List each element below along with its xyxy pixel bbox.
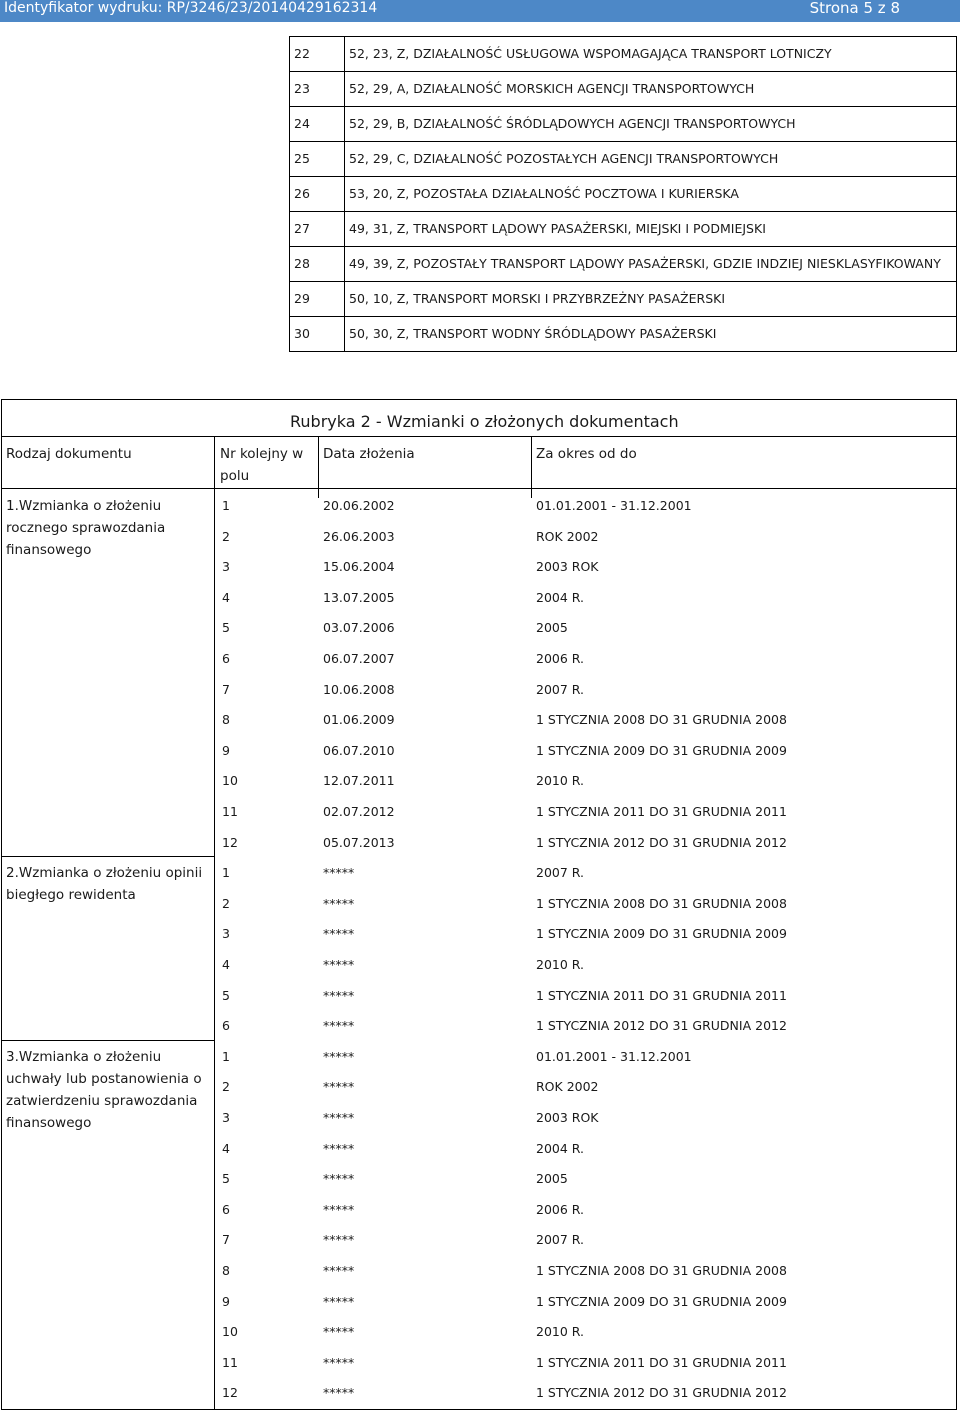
document-row <box>218 981 818 1011</box>
filing-date: ***** <box>323 1171 355 1187</box>
reporting-period: 1 STYCZNIA 2012 DO 31 GRUDNIA 2012 <box>536 1385 787 1401</box>
filing-date: ***** <box>323 987 355 1003</box>
row-number: 11 <box>222 804 238 819</box>
row-number: 1 <box>222 865 230 881</box>
activity-description: 49, 31, Z, TRANSPORT LĄDOWY PASAŻERSKI, MIEJSKI I PODMIEJSKI <box>345 212 957 247</box>
row-number: 12 <box>222 834 238 850</box>
document-row <box>218 1164 818 1194</box>
filing-date: ***** <box>323 926 355 942</box>
filing-date: 03.07.2006 <box>323 620 395 636</box>
document-row <box>218 1134 818 1164</box>
row-number: 4 <box>222 957 230 972</box>
reporting-period: 2005 <box>536 620 568 636</box>
reporting-period: ROK 2002 <box>536 528 599 544</box>
activity-row <box>290 177 957 212</box>
row-number: 4 <box>222 1140 230 1156</box>
document-row <box>218 736 818 766</box>
row-number: 8 <box>222 712 230 728</box>
filing-date: 05.07.2013 <box>323 834 395 850</box>
reporting-period: 1 STYCZNIA 2009 DO 31 GRUDNIA 2009 <box>536 742 787 758</box>
filing-date: ***** <box>323 1324 355 1340</box>
document-row <box>218 1317 818 1347</box>
activity-number: 29 <box>290 282 345 317</box>
filing-date: ***** <box>323 1079 355 1095</box>
document-row <box>218 889 818 919</box>
document-row <box>218 1256 818 1286</box>
reporting-period: 2007 R. <box>536 865 584 881</box>
activity-row <box>290 317 957 352</box>
reporting-period: 2004 R. <box>536 589 584 605</box>
filing-date: 15.06.2004 <box>323 559 395 575</box>
reporting-period: 2007 R. <box>536 1232 584 1248</box>
document-row <box>218 1042 818 1072</box>
documents-section <box>1 399 957 1410</box>
reporting-period: 1 STYCZNIA 2009 DO 31 GRUDNIA 2009 <box>536 1293 787 1309</box>
document-type-label: 1.Wzmianka o złożeniu rocznego sprawozdania finansowego <box>6 498 166 558</box>
header-bottom-divider <box>2 488 956 489</box>
row-number: 3 <box>222 559 230 575</box>
row-number: 2 <box>222 528 230 544</box>
col-header-type: Rodzaj dokumentu <box>6 446 132 462</box>
document-row <box>218 858 818 888</box>
document-row <box>218 766 818 796</box>
filing-date: ***** <box>323 1018 355 1034</box>
filing-date: ***** <box>323 1110 355 1125</box>
document-row <box>218 1103 818 1133</box>
filing-date: 12.07.2011 <box>323 773 395 789</box>
row-number: 1 <box>222 498 230 513</box>
reporting-period: 1 STYCZNIA 2012 DO 31 GRUDNIA 2012 <box>536 834 787 850</box>
filing-date: 01.06.2009 <box>323 712 395 728</box>
reporting-period: 2006 R. <box>536 651 584 666</box>
row-number: 5 <box>222 1171 230 1187</box>
activity-description: 52, 29, A, DZIAŁALNOŚĆ MORSKICH AGENCJI TRANSPORTOWYCH <box>345 72 957 107</box>
row-number: 11 <box>222 1354 238 1370</box>
activity-number: 27 <box>290 212 345 247</box>
row-number: 2 <box>222 895 230 911</box>
reporting-period: 2005 <box>536 1171 568 1187</box>
filing-date: ***** <box>323 865 355 881</box>
activity-number: 28 <box>290 247 345 282</box>
document-type-label: 2.Wzmianka o złożeniu opinii biegłego rewidenta <box>6 865 203 904</box>
row-number: 2 <box>222 1079 230 1095</box>
filing-date: ***** <box>323 1140 355 1156</box>
filing-date: 13.07.2005 <box>323 589 395 605</box>
row-number: 9 <box>222 742 230 758</box>
activity-row <box>290 282 957 317</box>
document-row <box>218 613 818 643</box>
reporting-period: 1 STYCZNIA 2011 DO 31 GRUDNIA 2011 <box>536 804 787 819</box>
reporting-period: 1 STYCZNIA 2008 DO 31 GRUDNIA 2008 <box>536 1263 787 1278</box>
reporting-period: 2003 ROK <box>536 1110 599 1125</box>
activity-number: 24 <box>290 107 345 142</box>
document-row <box>218 583 818 613</box>
document-row <box>218 675 818 705</box>
activity-description: 52, 29, C, DZIAŁALNOŚĆ POZOSTAŁYCH AGENCJI TRANSPORTOWYCH <box>345 142 957 177</box>
filing-date: ***** <box>323 1354 355 1370</box>
row-number: 10 <box>222 1324 238 1340</box>
reporting-period: 2006 R. <box>536 1201 584 1217</box>
reporting-period: 2010 R. <box>536 957 584 972</box>
document-row <box>218 644 818 674</box>
activity-row <box>290 247 957 282</box>
page-number: Strona 5 z 8 <box>809 0 900 17</box>
col-header-number: Nr kolejny w polu <box>220 446 304 484</box>
header-divider <box>2 436 956 437</box>
reporting-period: 1 STYCZNIA 2009 DO 31 GRUDNIA 2009 <box>536 926 787 942</box>
filing-date: 06.07.2010 <box>323 742 395 758</box>
activity-number: 26 <box>290 177 345 212</box>
activity-number: 30 <box>290 317 345 352</box>
document-row <box>218 705 818 735</box>
filing-date: ***** <box>323 1048 355 1064</box>
document-row <box>218 828 818 858</box>
row-number: 7 <box>222 1232 230 1248</box>
activity-row <box>290 37 957 72</box>
col-header-date: Data złożenia <box>323 446 415 462</box>
reporting-period: 1 STYCZNIA 2012 DO 31 GRUDNIA 2012 <box>536 1018 787 1034</box>
group-divider <box>2 1040 214 1041</box>
document-row <box>218 1287 818 1317</box>
filing-date: ***** <box>323 1293 355 1309</box>
document-row <box>218 1011 818 1041</box>
section-title: Rubryka 2 - Wzmianki o złożonych dokumentach <box>290 412 679 431</box>
document-row <box>218 491 818 521</box>
row-number: 5 <box>222 620 230 636</box>
activity-table <box>289 36 957 352</box>
row-number: 4 <box>222 589 230 605</box>
row-number: 8 <box>222 1263 230 1278</box>
column-divider <box>214 436 215 1409</box>
row-number: 7 <box>222 681 230 697</box>
activity-description: 49, 39, Z, POZOSTAŁY TRANSPORT LĄDOWY PASAŻERSKI, GDZIE INDZIEJ NIESKLASYFIKOWANY <box>345 247 957 282</box>
reporting-period: 1 STYCZNIA 2011 DO 31 GRUDNIA 2011 <box>536 987 787 1003</box>
reporting-period: 2003 ROK <box>536 559 599 575</box>
document-row <box>218 919 818 949</box>
reporting-period: ROK 2002 <box>536 1079 599 1095</box>
activity-description: 52, 29, B, DZIAŁALNOŚĆ ŚRÓDLĄDOWYCH AGENCJI TRANSPORTOWYCH <box>345 107 957 142</box>
row-number: 3 <box>222 1110 230 1125</box>
reporting-period: 01.01.2001 - 31.12.2001 <box>536 1048 692 1064</box>
document-row <box>218 1348 818 1378</box>
row-number: 6 <box>222 651 230 666</box>
document-row <box>218 522 818 552</box>
reporting-period: 2007 R. <box>536 681 584 697</box>
row-number: 3 <box>222 926 230 942</box>
row-number: 9 <box>222 1293 230 1309</box>
reporting-period: 01.01.2001 - 31.12.2001 <box>536 498 692 513</box>
document-row <box>218 1072 818 1102</box>
filing-date: 06.07.2007 <box>323 651 395 666</box>
document-row <box>218 552 818 582</box>
filing-date: ***** <box>323 1201 355 1217</box>
row-number: 1 <box>222 1048 230 1064</box>
filing-date: ***** <box>323 1263 355 1278</box>
reporting-period: 2004 R. <box>536 1140 584 1156</box>
row-number: 6 <box>222 1201 230 1217</box>
filing-date: 20.06.2002 <box>323 498 395 513</box>
filing-date: 26.06.2003 <box>323 528 395 544</box>
reporting-period: 2010 R. <box>536 1324 584 1340</box>
activity-description: 50, 30, Z, TRANSPORT WODNY ŚRÓDLĄDOWY PASAŻERSKI <box>345 317 957 352</box>
filing-date: 02.07.2012 <box>323 804 395 819</box>
row-number: 6 <box>222 1018 230 1034</box>
activity-row <box>290 72 957 107</box>
print-header <box>0 0 960 22</box>
filing-date: ***** <box>323 895 355 911</box>
activity-description: 53, 20, Z, POZOSTAŁA DZIAŁALNOŚĆ POCZTOWA I KURIERSKA <box>345 177 957 212</box>
activity-row <box>290 212 957 247</box>
document-row <box>218 950 818 980</box>
group-divider <box>2 856 214 857</box>
document-row <box>218 1225 818 1255</box>
reporting-period: 1 STYCZNIA 2008 DO 31 GRUDNIA 2008 <box>536 712 787 728</box>
activity-number: 22 <box>290 37 345 72</box>
col-header-period: Za okres od do <box>536 446 637 462</box>
print-identifier: Identyfikator wydruku: RP/3246/23/20140429162314 <box>4 0 378 16</box>
reporting-period: 1 STYCZNIA 2011 DO 31 GRUDNIA 2011 <box>536 1354 787 1370</box>
reporting-period: 1 STYCZNIA 2008 DO 31 GRUDNIA 2008 <box>536 895 787 911</box>
activity-number: 23 <box>290 72 345 107</box>
document-row <box>218 797 818 827</box>
row-number: 5 <box>222 987 230 1003</box>
reporting-period: 2010 R. <box>536 773 584 789</box>
document-type-label: 3.Wzmianka o złożeniu uchwały lub postanowienia o zatwierdzeniu sprawozdania finansowego <box>6 1048 202 1131</box>
row-number: 12 <box>222 1385 238 1401</box>
activity-row <box>290 107 957 142</box>
document-row <box>218 1378 818 1408</box>
filing-date: 10.06.2008 <box>323 681 395 697</box>
activity-description: 52, 23, Z, DZIAŁALNOŚĆ USŁUGOWA WSPOMAGAJĄCA TRANSPORT LOTNICZY <box>345 37 957 72</box>
filing-date: ***** <box>323 957 355 972</box>
activity-row <box>290 142 957 177</box>
filing-date: ***** <box>323 1232 355 1248</box>
filing-date: ***** <box>323 1385 355 1401</box>
activity-description: 50, 10, Z, TRANSPORT MORSKI I PRZYBRZEŻNY PASAŻERSKI <box>345 282 957 317</box>
row-number: 10 <box>222 773 238 789</box>
activity-number: 25 <box>290 142 345 177</box>
document-row <box>218 1195 818 1225</box>
